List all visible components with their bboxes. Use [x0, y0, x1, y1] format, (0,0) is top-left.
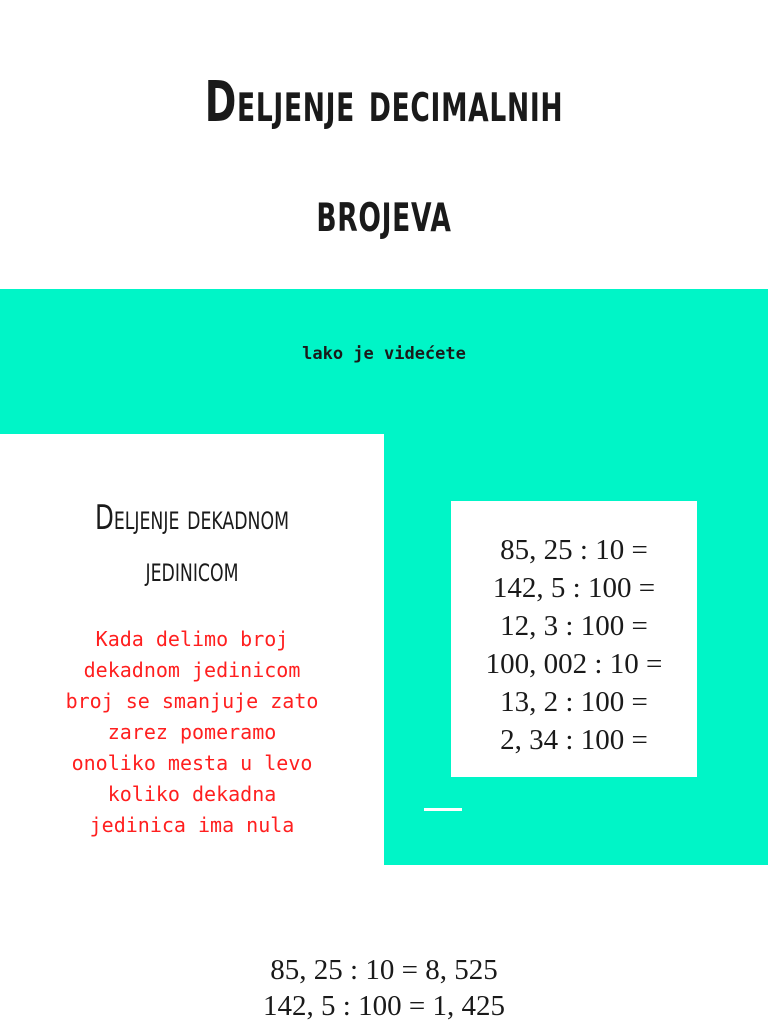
- exercise-item: 100, 002 : 10 =: [485, 648, 663, 680]
- exercise-card: [451, 501, 697, 777]
- divider-dash: [424, 808, 462, 811]
- page-title-line-1: Deljenje decimalnih: [204, 70, 564, 135]
- explanation-line: zarez pomeramo: [107, 720, 277, 744]
- exercise-item: 13, 2 : 100 =: [500, 686, 648, 718]
- exercise-item: 12, 3 : 100 =: [500, 610, 648, 642]
- solution-item: 142, 5 : 100 = 1, 425: [263, 990, 505, 1022]
- subtitle: lako je videćete: [302, 344, 466, 364]
- explanation-text: [20, 624, 364, 841]
- explanation-line: koliko dekadna: [107, 782, 277, 806]
- exercise-item: 2, 34 : 100 =: [500, 724, 648, 756]
- explanation-line: broj se smanjuje zato: [65, 689, 319, 713]
- explanation-line: jedinica ima nula: [89, 813, 295, 837]
- solution-list: [0, 952, 768, 1024]
- explanation-line: dekadnom jedinicom: [83, 658, 301, 682]
- page-title-line-2: brojeva: [316, 180, 452, 245]
- explanation-line: Kada delimo broj: [95, 627, 289, 651]
- exercise-item: 85, 25 : 10 =: [500, 534, 648, 566]
- exercise-item: 142, 5 : 100 =: [492, 572, 656, 604]
- section-heading-line-1: Deljenje dekadnom: [95, 498, 289, 538]
- solution-item: 85, 25 : 10 = 8, 525: [270, 954, 498, 986]
- exercise-list: [451, 531, 697, 759]
- section-heading-line-2: jedinicom: [145, 550, 239, 590]
- section-heading: [68, 492, 316, 596]
- page-title: [123, 48, 645, 268]
- explanation-line: onoliko mesta u levo: [71, 751, 313, 775]
